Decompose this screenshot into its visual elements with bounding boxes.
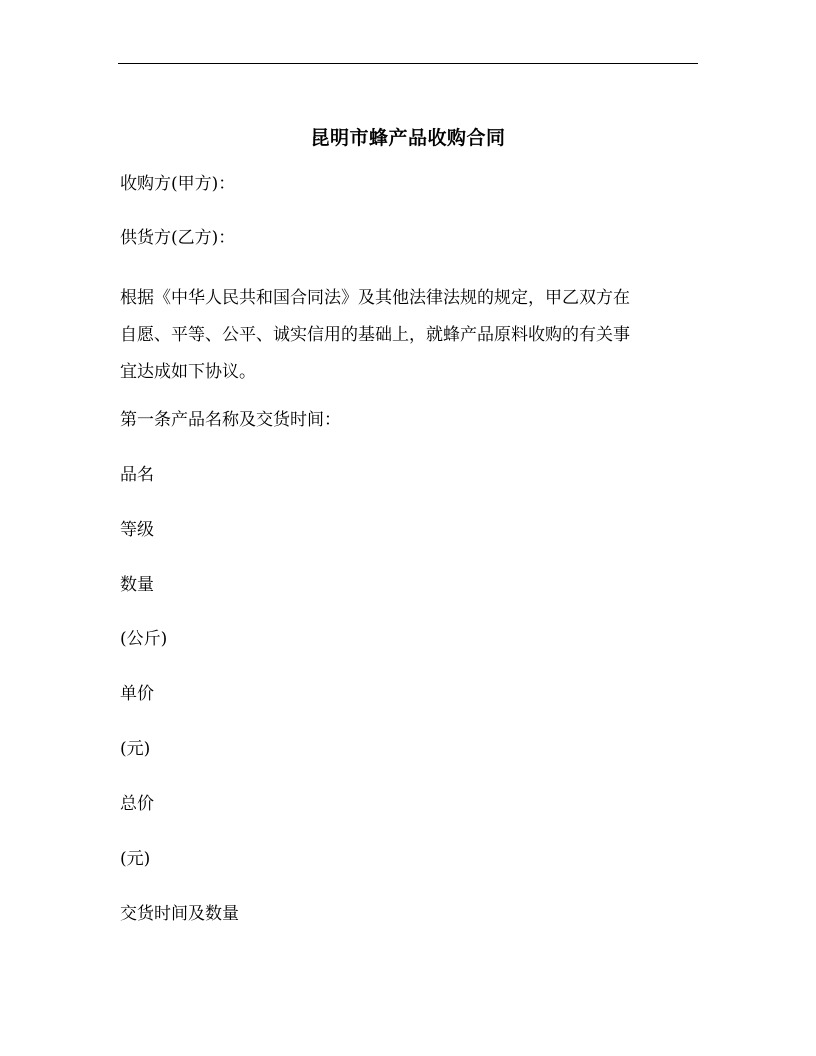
field-total-price-unit: (元) [120,849,151,869]
supplier-label: 供货方(乙方)： [120,228,236,248]
intro-line: 自愿、平等、公平、诚实信用的基础上，就蜂产品原料收购的有关事 [120,325,630,345]
field-unit-price-unit: (元) [120,739,151,759]
intro-line: 根据《中华人民共和国合同法》及其他法律法规的规定，甲乙双方在 [120,288,630,308]
header-rule [118,63,698,64]
field-unit-price: 单价 [120,684,154,704]
field-quantity-unit: (公斤) [120,629,168,649]
buyer-label: 收购方(甲方)： [120,174,236,194]
contract-title: 昆明市蜂产品收购合同 [310,127,506,149]
field-delivery: 交货时间及数量 [120,904,239,924]
field-total-price: 总价 [120,794,154,814]
field-quantity: 数量 [120,575,154,595]
field-product-name: 品名 [120,465,154,485]
intro-paragraph [120,280,700,391]
article1-heading: 第一条产品名称及交货时间： [120,410,341,430]
intro-line: 宜达成如下协议。 [120,362,256,382]
field-grade: 等级 [120,520,154,540]
